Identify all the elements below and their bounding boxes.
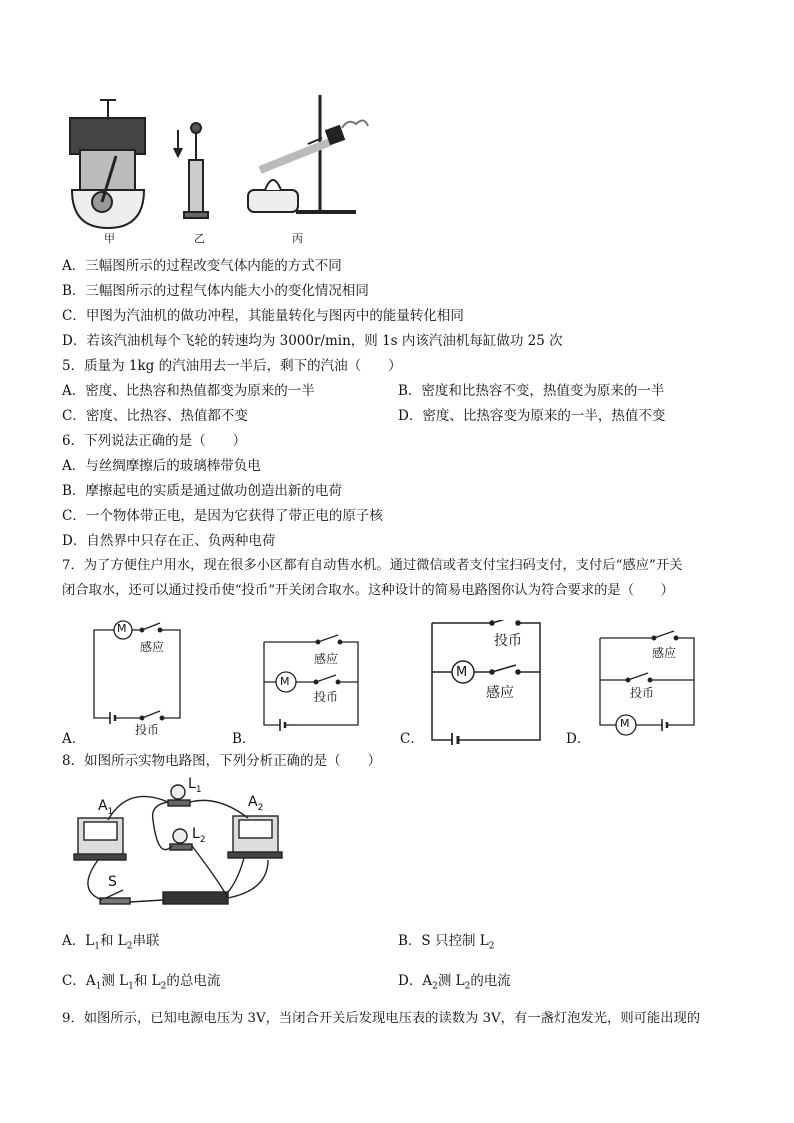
q7-circuit-b	[258, 630, 368, 740]
q7-circuit-c	[428, 620, 548, 745]
q7-circuit-a	[90, 620, 190, 740]
q8-label-a1: $A_1$	[98, 798, 114, 817]
q7-option-a-letter[interactable]: A．	[62, 731, 86, 747]
q8-stem: 8．如图所示实物电路图，下列分析正确的是（ ）	[62, 753, 382, 769]
q6-option-c: C．一个物体带正电，是因为它获得了带正电的原子核	[62, 508, 383, 524]
q4-option-b: B．三幅图所示的过程气体内能大小的变化情况相同	[62, 283, 369, 299]
q7-d-motor-label: M	[620, 717, 630, 730]
q7-d-switch-sense-label: 感应	[652, 646, 677, 660]
q7-circuit-d	[596, 630, 701, 740]
top-figure	[60, 90, 380, 250]
figure-label-yi: 乙	[194, 232, 205, 245]
q8-option-a[interactable]: A．$L_1$和 $L_2$串联	[62, 933, 160, 952]
q8-option-d[interactable]: D．$A_2$测 $L_2$的电流	[398, 973, 511, 992]
q7-c-motor-label: M	[456, 665, 468, 680]
q8-physical-circuit-figure	[68, 776, 288, 915]
q4-option-d: D．若该汽油机每个飞轮的转速均为 3000r/min，则 1s 内该汽油机每缸做功 25 次	[62, 333, 563, 349]
engine-cylinder-diagram	[70, 100, 145, 228]
figure-label-jia: 甲	[104, 232, 115, 245]
q8-label-l1: $L_1$	[188, 776, 202, 795]
q7-a-switch-coin-label: 投币	[135, 723, 160, 737]
q7-c-switch-coin-label: 投币	[494, 633, 522, 649]
q6-stem: 6．下列说法正确的是（ ）	[62, 433, 247, 449]
q7-a-switch-sense-label: 感应	[140, 640, 165, 654]
q7-stem-line2: 闭合取水，还可以通过投币使“投币”开关闭合取水。这种设计的简易电路图你认为符合要求的是（ ）	[62, 583, 674, 598]
q7-option-c-letter[interactable]: C．	[400, 731, 424, 747]
q8-option-c[interactable]: C．$A_1$测 $L_1$和 $L_2$的总电流	[62, 973, 221, 992]
q7-d-switch-coin-label: 投币	[630, 686, 655, 700]
q6-option-d: D．自然界中只存在正、负两种电荷	[62, 533, 276, 549]
q7-circuit-b-drawing	[258, 630, 368, 740]
q7-b-switch-sense-label: 感应	[314, 652, 339, 666]
test-tube-heating-diagram	[248, 95, 368, 212]
q8-label-a2: $A_2$	[248, 794, 264, 813]
top-figure-drawing	[60, 90, 380, 250]
q5-option-c: C．密度、比热容、热值都不变	[62, 408, 248, 424]
q7-c-switch-sense-label: 感应	[486, 685, 514, 701]
q7-b-motor-label: M	[280, 675, 290, 688]
q5-option-a: A．密度、比热容和热值都变为原来的一半	[62, 383, 315, 399]
q7-option-d-letter[interactable]: D．	[566, 731, 591, 747]
q7-option-b-letter[interactable]: B．	[232, 731, 256, 747]
q7-stem-line1: 7．为了方便住户用水，现在很多小区都有自动售水机。通过微信或者支付宝扫码支付，支付后“感应”开关	[62, 558, 683, 573]
q5-option-b: B．密度和比热容不变，热值变为原来的一半	[398, 383, 665, 399]
q4-option-a: A．三幅图所示的过程改变气体内能的方式不同	[62, 258, 342, 274]
q9-stem: 9．如图所示，已知电源电压为 3V，当闭合开关后发现电压表的读数为 3V，有一盏灯泡发光，则可能出现的	[62, 1011, 701, 1026]
q6-option-a: A．与丝绸摩擦后的玻璃棒带负电	[62, 458, 261, 474]
q5-stem: 5．质量为 1kg 的汽油用去一半后，剩下的汽油（ ）	[62, 358, 402, 374]
figure-label-bing: 丙	[292, 232, 303, 245]
q8-option-b[interactable]: B．S 只控制 $L_2$	[398, 933, 495, 952]
q4-option-c: C．甲图为汽油机的做功冲程，其能量转化与图丙中的能量转化相同	[62, 308, 464, 324]
q6-option-b: B．摩擦起电的实质是通过做功创造出新的电荷	[62, 483, 342, 499]
q8-label-l2: $L_2$	[192, 826, 206, 845]
air-pump-diagram	[174, 123, 208, 218]
q8-label-s: S	[108, 874, 117, 890]
q5-option-d: D．密度、比热容变为原来的一半，热值不变	[398, 408, 666, 424]
q7-b-switch-coin-label: 投币	[314, 690, 339, 704]
q7-a-motor-label: M	[117, 622, 127, 635]
